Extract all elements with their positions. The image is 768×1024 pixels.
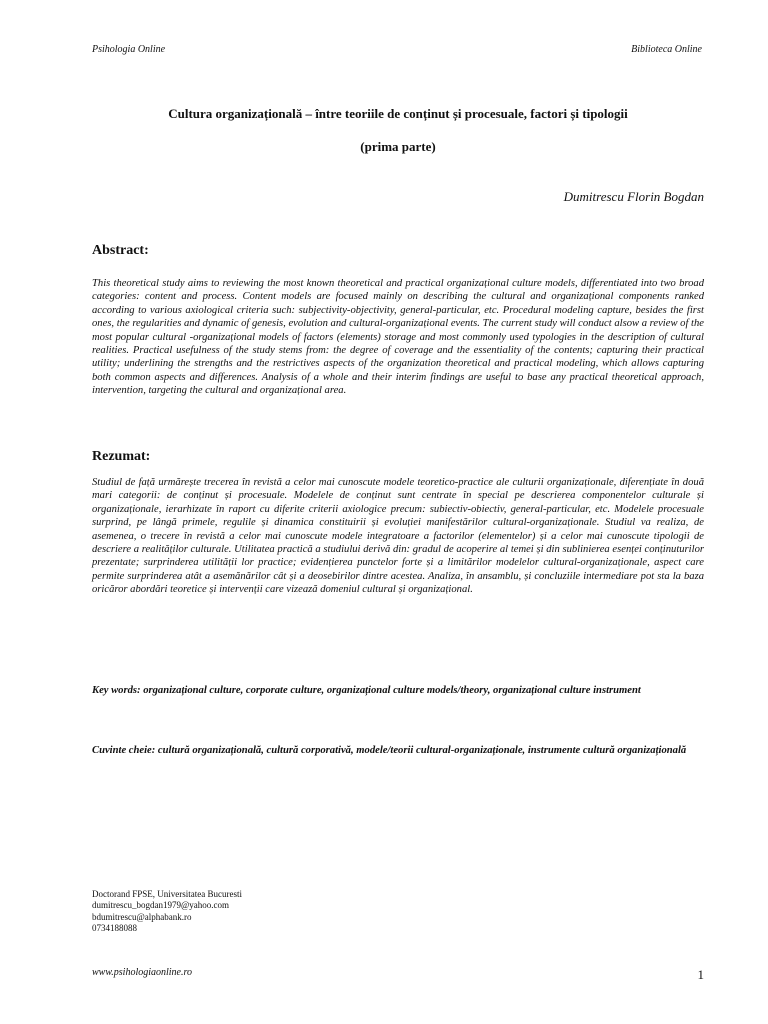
author-footnote (92, 889, 242, 934)
document-subtitle: (prima parte) (360, 139, 436, 154)
rezumat-heading: Rezumat: (92, 449, 151, 464)
abstract-heading: Abstract: (92, 243, 149, 258)
keywords-romanian: Cuvinte cheie: cultură organizațională, cultură corporativă, modele/teorii cultural-organizaționale, instrumente cultură organizațională (92, 745, 687, 756)
page-number: 1 (697, 967, 704, 982)
abstract-text: This theoretical study aims to reviewing the most known theoretical and practical organizațional culture models, differentiated into two broad categories: content and process. Content models are focused mainly on describing the cultural and organizațional components ranked according to various axiological criteria such: subjectivity-objectivity, general-particular, etc. Procedural modeling capture, besides the first ones, the regularities and dynamic of genesis, evolution and cultural-organizațional events. The current study will conduct alsow a review of the most popular cultural -organizațional models of factors (elements) storage and most commonly used typologies in the description of cultural realities. Practical usefulness of the study stems from: the degree of coverage and the essentiality of the contents; capturing their practical utility; underlining the strengths and the restrictives aspects of the organization theoretical and practical modeling, which allows capturing both common aspects and differences. Analysis of a whole and their interim findings are useful to base any practical theoretical approach, intervention, targeting the cultural and organizațional area. (92, 278, 704, 397)
footer-url: www.psihologiaonline.ro (92, 967, 193, 978)
footnote-phone: 0734188088 (92, 922, 137, 933)
header-right: Biblioteca Online (631, 44, 702, 55)
rezumat-text: Studiul de față urmărește trecerea în revistă a celor mai cunoscute modele teoretico-practice ale culturii organizaționale, diferențiate în două mari categorii: de conținut și procesuale. Modelele de conținut sunt centrate în special pe descrierea componentelor culturale și organizaționale, ierarhizate în raport cu diferite criterii axiologice precum: subiectiv-obiectiv, general-particular, etc. Modelele procesuale surprind, pe lângă primele, regulile și dinamica constituirii și evoluției manifestărilor cultural-organizaționale. Studiul va realiza, de asemenea, o trecere în revistă a celor mai cunoscute modele integratoare a factorilor (elementelor) și a celor mai cunoscute tipologii de descriere a realităților culturale. Utilitatea practică a studiului derivă din: gradul de acoperire al temei și din sublinierea esenței conținuturilor prezentate; surprinderea utilității lor practice; evidențierea punctelor forte și a limitărilor modelelor cultural-organizaționale, aspect care permite surprinderea atât a asemănărilor cât și a deosebirilor dintre acestea. Analiza, în ansamblu, și concluziile intermediare pot sta la baza oricăror abordări teoretice și intervenții care vizează domeniul cultural și organizațional. (92, 477, 704, 596)
document-title: Cultura organizațională – între teoriile de conținut și procesuale, factori și tipologii (168, 106, 628, 121)
footnote-affiliation: Doctorand FPSE, Universitatea Bucuresti (92, 889, 242, 899)
footnote-email-alphabank: bdumitrescu@alphabank.ro (92, 911, 192, 922)
author-name: Dumitrescu Florin Bogdan (563, 189, 704, 204)
header-left: Psihologia Online (92, 44, 166, 55)
footnote-email-yahoo: dumitrescu_bogdan1979@yahoo.com (92, 900, 230, 911)
keywords-english: Key words: organizațional culture, corporate culture, organizațional culture models/theory, organizațional culture instrument (92, 685, 641, 696)
